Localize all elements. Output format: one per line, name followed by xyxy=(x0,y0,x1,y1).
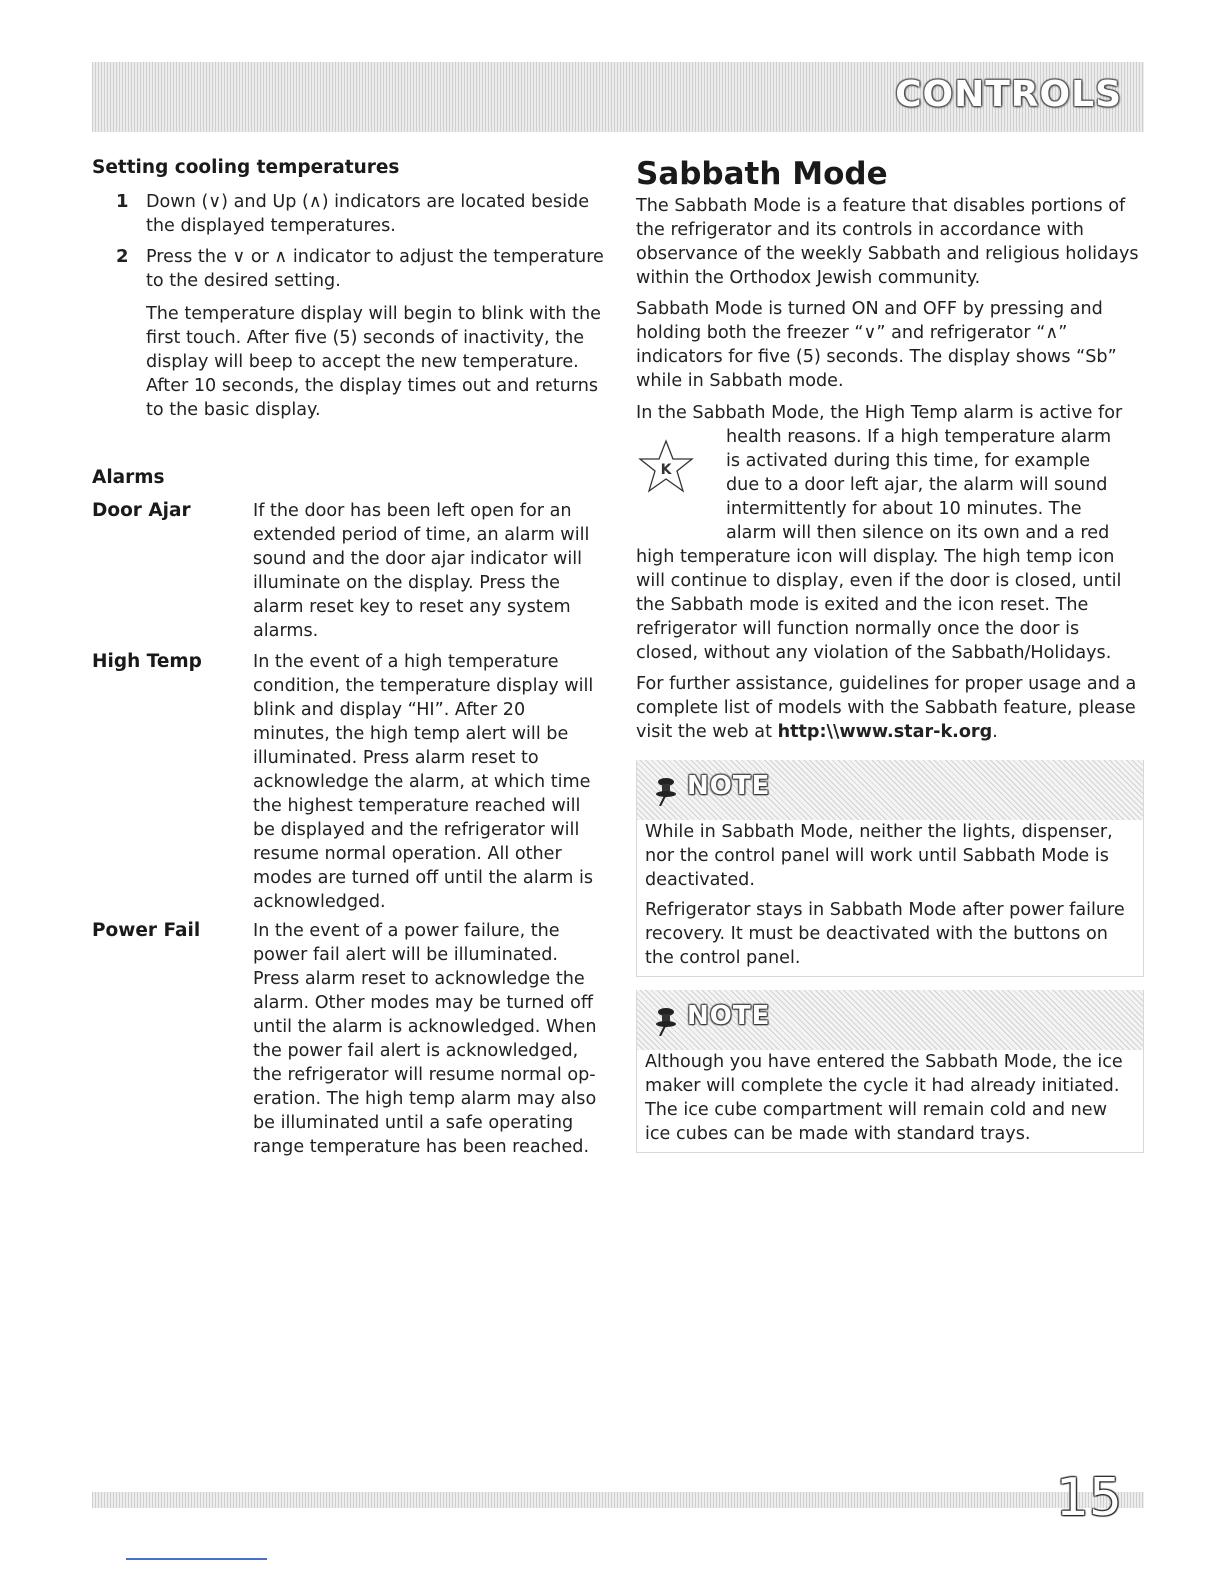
alarm-label-power-fail: Power Fail xyxy=(92,920,201,941)
footer-band xyxy=(92,1492,1144,1508)
note-label: NOTE xyxy=(687,771,771,801)
note-body xyxy=(637,820,1143,970)
sabbath-intro: The Sabbath Mode is a feature that disables portions of the refrigerator and its controls in accordance with observance of the weekly Sabbath and religious holidays within the Orthodox Jewish community. xyxy=(636,196,1139,288)
note-box-2 xyxy=(636,990,1144,1153)
header-band xyxy=(92,62,1144,132)
indented-line: due to a door left ajar, the alarm will sound xyxy=(726,475,1108,495)
alarm-desc-power-fail: In the event of a power failure, the power fail alert will be illuminated. Press alarm reset to acknowledge the alarm. Other modes may be turned off until the alarm is acknowledged. When the power fail alert is acknowledged, the refrigerator will resume normal op-eration. The high temp alarm may also be illuminated until a safe operating range temperature has been reached. xyxy=(253,921,597,1157)
star-k-link[interactable]: http:\\www.star-k.org xyxy=(777,722,993,742)
indented-line: intermittently for about 10 minutes. The xyxy=(726,499,1082,519)
alarm-desc-door-ajar: If the door has been left open for an extended period of time, an alarm will sound and the door ajar indicator will illuminate on the display. Press the alarm reset key to reset any system alarms. xyxy=(253,501,590,641)
step-1 xyxy=(92,190,612,240)
note-paragraph: Refrigerator stays in Sabbath Mode after power failure recovery. It must be deactivated with the buttons on the control panel. xyxy=(645,900,1125,968)
page-number: 15 xyxy=(1055,1468,1122,1528)
footer-rule xyxy=(126,1558,267,1560)
alarms-heading: Alarms xyxy=(92,467,165,488)
indented-line: is activated during this time, for example xyxy=(726,451,1091,471)
step-2 xyxy=(92,245,612,295)
alarm-desc-high-temp: In the event of a high temperature condition, the temperature display will blink and display “HI”. After 20 minutes, the high temp alert will be illuminated. Press alarm reset to acknowledge the alarm, at which time the highest temperature reached will be displayed and the refrigerator will resume normal operation. All other modes are turned off until the alarm is acknowledged. xyxy=(253,652,594,912)
star-k-letter: K xyxy=(660,462,672,478)
note-header xyxy=(637,990,1143,1050)
step-text: Press the ∨ or ∧ indicator to adjust the temperature to the desired setting. xyxy=(146,247,604,291)
note-paragraph: Although you have entered the Sabbath Mode, the ice maker will complete the cycle it had already initiated. The ice cube compartment will remain cold and new ice cubes can be made with standard trays. xyxy=(645,1052,1123,1144)
step-detail: The temperature display will begin to blink with the first touch. After five (5) seconds of inactivity, the display will beep to accept the new temperature. After 10 seconds, the display times out and returns to the basic display. xyxy=(146,304,601,420)
note-body xyxy=(637,1050,1143,1146)
setting-temps-heading: Setting cooling temperatures xyxy=(92,157,400,178)
star-k-icon xyxy=(638,437,694,497)
step-number: 1 xyxy=(116,191,129,212)
sabbath-mode-heading: Sabbath Mode xyxy=(636,156,888,192)
sabbath-toggle-instructions: Sabbath Mode is turned ON and OFF by pressing and holding both the freezer “∨” and refrigerator “∧” indicators for five (5) seconds. The display shows “Sb” while in Sabbath mode. xyxy=(636,299,1117,391)
note-label: NOTE xyxy=(687,1001,771,1031)
pushpin-icon xyxy=(653,776,677,806)
alarm-label-door-ajar: Door Ajar xyxy=(92,500,191,521)
indented-line: alarm will then silence on its own and a red xyxy=(726,523,1110,543)
step-number: 2 xyxy=(116,246,129,267)
sabbath-alarm-lead: In the Sabbath Mode, the High Temp alarm is active for xyxy=(636,403,1123,423)
pushpin-icon xyxy=(653,1006,677,1036)
sabbath-alarm-rest: high temperature icon will display. The high temp icon will continue to display, even if the door is closed, until the Sabbath mode is exited and the icon reset. The refrigerator will function normally once the door is closed, without any violation of the Sabbath/Holidays. xyxy=(636,547,1122,663)
assistance-text: For further assistance, guidelines for proper usage and a complete list of models with the Sabbath feature, please visit the web at xyxy=(636,674,1137,742)
sabbath-assistance xyxy=(636,672,1146,744)
step-text: Down (∨) and Up (∧) indicators are located beside the displayed temperatures. xyxy=(146,192,590,236)
note-box-1 xyxy=(636,760,1144,977)
note-header xyxy=(637,760,1143,820)
note-paragraph: While in Sabbath Mode, neither the lights, dispenser, nor the control panel will work until Sabbath Mode is deactivated. xyxy=(645,822,1113,890)
alarm-label-high-temp: High Temp xyxy=(92,651,202,672)
assistance-period: . xyxy=(992,722,998,742)
indented-line: health reasons. If a high temperature alarm xyxy=(726,427,1112,447)
sabbath-alarm-indented xyxy=(726,425,1146,545)
section-title: CONTROLS xyxy=(895,74,1122,115)
